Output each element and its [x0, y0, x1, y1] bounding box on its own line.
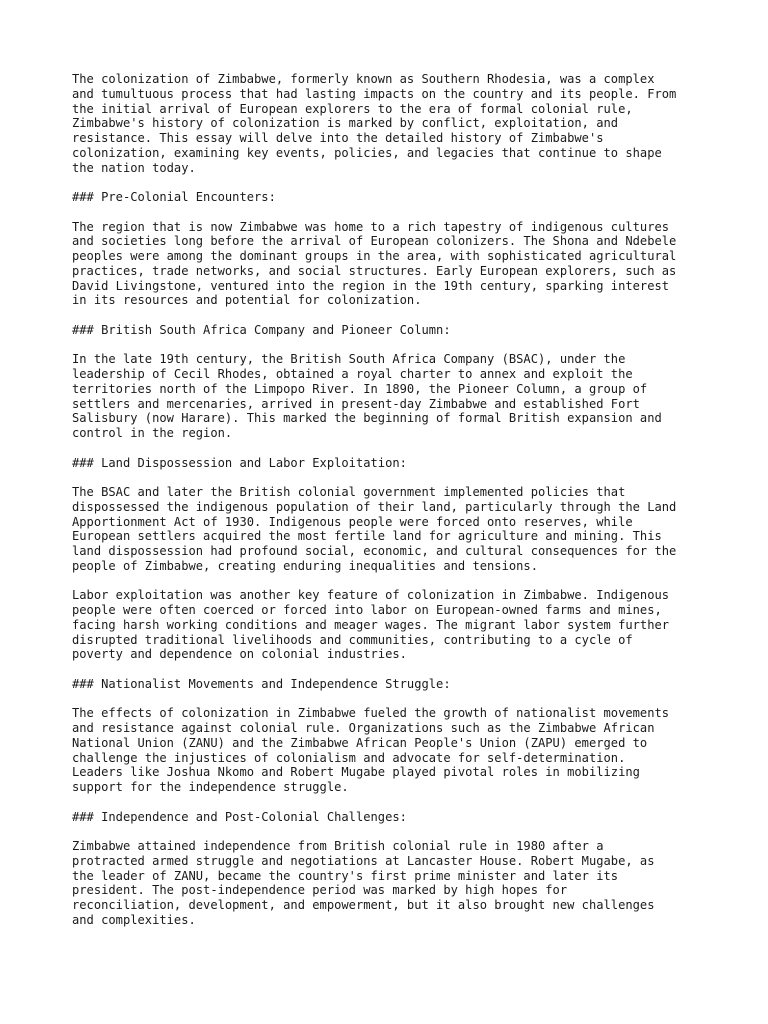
paragraph-line: Zimbabwe's history of colonization is marked by conflict, exploitation, and — [72, 116, 619, 131]
paragraph-line: In the late 19th century, the British South Africa Company (BSAC), under the — [72, 352, 626, 367]
block-spacer — [72, 441, 712, 456]
body-paragraph — [72, 485, 712, 574]
heading-text: ### Independence and Post-Colonial Challenges: — [72, 809, 407, 824]
paragraph-line: in its resources and potential for colonization. — [72, 293, 422, 308]
paragraph-line: and resistance against colonial rule. Organizations such as the Zimbabwe African — [72, 721, 655, 735]
paragraph-line: The effects of colonization in Zimbabwe fueled the growth of nationalist movements — [72, 706, 670, 721]
paragraph-line: settlers and mercenaries, arrived in present-day Zimbabwe and established Fort — [72, 396, 640, 411]
paragraph-line: reconciliation, development, and empowerment, but it also brought new challenges — [72, 898, 655, 912]
paragraph-line: people were often coerced or forced into labor on European-owned farms and mines, — [72, 603, 662, 617]
section-heading — [72, 323, 712, 338]
section-heading — [72, 190, 712, 205]
body-paragraph — [72, 72, 712, 175]
section-heading — [72, 456, 712, 471]
paragraph-line: Leaders like Joshua Nkomo and Robert Mugabe played pivotal roles in mobilizing — [72, 765, 640, 780]
paragraph-line: colonization, examining key events, policies, and legacies that continue to shape — [72, 145, 662, 160]
paragraph-line: control in the region. — [72, 426, 233, 440]
block-spacer — [72, 338, 712, 353]
paragraph-line: territories north of the Limpopo River. In 1890, the Pioneer Column, a group of — [72, 381, 648, 396]
block-spacer — [72, 692, 712, 707]
paragraph-line: The region that is now Zimbabwe was home to a rich tapestry of indigenous cultures — [72, 219, 670, 234]
heading-text: ### British South Africa Company and Pioneer Column: — [72, 322, 451, 337]
heading-text: ### Nationalist Movements and Independence Struggle: — [72, 676, 451, 691]
paragraph-line: Labor exploitation was another key feature of colonization in Zimbabwe. Indigenous — [72, 588, 670, 603]
block-spacer — [72, 470, 712, 485]
paragraph-line: people of Zimbabwe, creating enduring inequalities and tensions. — [72, 558, 538, 573]
paragraph-line: poverty and dependence on colonial industries. — [72, 647, 407, 662]
paragraph-line: the nation today. — [72, 160, 196, 175]
paragraph-line: peoples were among the dominant groups in the area, with sophisticated agricultural — [72, 249, 677, 263]
heading-text: ### Pre-Colonial Encounters: — [72, 190, 276, 204]
block-spacer — [72, 308, 712, 323]
paragraph-line: Apportionment Act of 1930. Indigenous people were forced onto reserves, while — [72, 514, 633, 529]
paragraph-line: and complexities. — [72, 912, 196, 927]
body-paragraph — [72, 706, 712, 795]
paragraph-line: National Union (ZANU) and the Zimbabwe African People's Union (ZAPU) emerged to — [72, 735, 648, 750]
paragraph-line: challenge the injustices of colonialism and advocate for self-determination. — [72, 750, 626, 765]
section-heading — [72, 677, 712, 692]
paragraph-line: the leader of ZANU, became the country's first prime minister and later its — [72, 868, 619, 883]
block-spacer — [72, 662, 712, 677]
paragraph-line: facing harsh working conditions and meager wages. The migrant labor system further — [72, 617, 670, 632]
paragraph-line: disrupted traditional livelihoods and communities, contributing to a cycle of — [72, 632, 633, 647]
block-spacer — [72, 205, 712, 220]
paragraph-line: leadership of Cecil Rhodes, obtained a royal charter to annex and exploit the — [72, 367, 633, 381]
paragraph-line: The colonization of Zimbabwe, formerly known as Southern Rhodesia, was a complex — [72, 72, 655, 86]
heading-text: ### Land Dispossession and Labor Exploitation: — [72, 455, 407, 470]
body-paragraph — [72, 220, 712, 309]
paragraph-line: Zimbabwe attained independence from British colonial rule in 1980 after a — [72, 839, 604, 853]
paragraph-line: president. The post-independence period was marked by high hopes for — [72, 883, 568, 898]
paragraph-line: the initial arrival of European explorers to the era of formal colonial rule, — [72, 101, 633, 116]
paragraph-line: The BSAC and later the British colonial government implemented policies that — [72, 485, 626, 499]
document-page — [72, 72, 712, 928]
block-spacer — [72, 795, 712, 810]
paragraph-line: support for the independence struggle. — [72, 780, 349, 794]
body-paragraph — [72, 352, 712, 441]
block-spacer — [72, 175, 712, 190]
paragraph-line: Salisbury (now Harare). This marked the beginning of formal British expansion and — [72, 411, 662, 426]
paragraph-line: and tumultuous process that had lasting impacts on the country and its people. From — [72, 86, 677, 101]
block-spacer — [72, 824, 712, 839]
paragraph-line: David Livingstone, ventured into the region in the 19th century, sparking interest — [72, 278, 670, 293]
body-paragraph — [72, 588, 712, 662]
paragraph-line: and societies long before the arrival of European colonizers. The Shona and Ndebele — [72, 234, 677, 249]
paragraph-line: European settlers acquired the most fertile land for agriculture and mining. This — [72, 529, 662, 544]
section-heading — [72, 810, 712, 825]
body-paragraph — [72, 839, 712, 928]
paragraph-line: land dispossession had profound social, economic, and cultural consequences for the — [72, 544, 677, 558]
paragraph-line: dispossessed the indigenous population of their land, particularly through the Land — [72, 499, 677, 514]
paragraph-line: practices, trade networks, and social structures. Early European explorers, such as — [72, 263, 677, 278]
block-spacer — [72, 574, 712, 589]
paragraph-line: resistance. This essay will delve into the detailed history of Zimbabwe's — [72, 131, 604, 145]
paragraph-line: protracted armed struggle and negotiations at Lancaster House. Robert Mugabe, as — [72, 853, 655, 868]
